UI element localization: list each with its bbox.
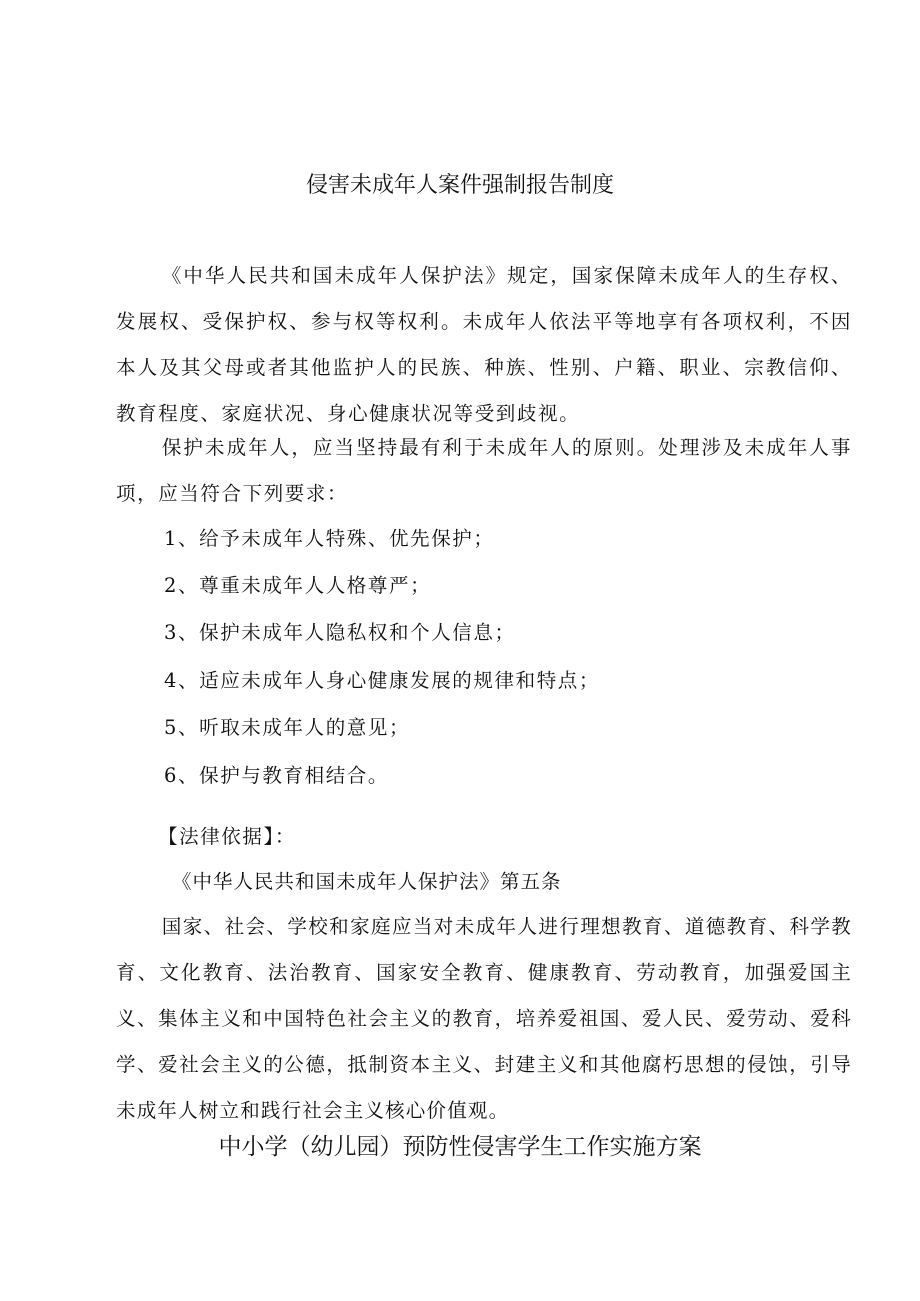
principle-paragraph: 保护未成年人，应当坚持最有利于未成年人的原则。处理涉及未成年人事项，应当符合下列要求：: [116, 436, 852, 505]
requirement-item: 4、适应未成年人身心健康发展的规律和特点；: [164, 669, 601, 692]
requirement-item: 5、听取未成年人的意见；: [164, 716, 411, 739]
legal-basis-source: 《中华人民共和国未成年人保护法》第五条: [172, 870, 562, 893]
intro-paragraph: 《中华人民共和国未成年人保护法》规定，国家保障未成年人的生存权、发展权、受保护权、参与权等权利。未成年人依法平等地享有各项权利，不因本人及其父母或者其他监护人的民族、种族、性别、户籍、职业、宗教信仰、教育程度、家庭状况、身心健康状况等受到歧视。: [116, 264, 852, 425]
requirement-item: 1、给予未成年人特殊、优先保护；: [164, 527, 495, 550]
next-section-title: 中小学（幼儿园）预防性侵害学生工作实施方案: [218, 1134, 702, 1160]
legal-basis-label: 【法律依据】：: [158, 825, 296, 848]
legal-basis-text: 国家、社会、学校和家庭应当对未成年人进行理想教育、道德教育、科学教育、文化教育、法治教育、国家安全教育、健康教育、劳动教育，加强爱国主义、集体主义和中国特色社会主义的教育，培养爱祖国、爱人民、爱劳动、爱科学、爱社会主义的公德，抵制资本主义、封建主义和其他腐朽思想的侵蚀，引导未成年人树立和践行社会主义核心价值观。: [116, 915, 852, 1122]
document-title: 侵害未成年人案件强制报告制度: [305, 173, 614, 198]
requirement-item: 6、保护与教育相结合。: [164, 764, 390, 787]
requirement-item: 2、尊重未成年人人格尊严；: [164, 574, 432, 597]
requirement-item: 3、保护未成年人隐私权和个人信息；: [164, 621, 516, 644]
